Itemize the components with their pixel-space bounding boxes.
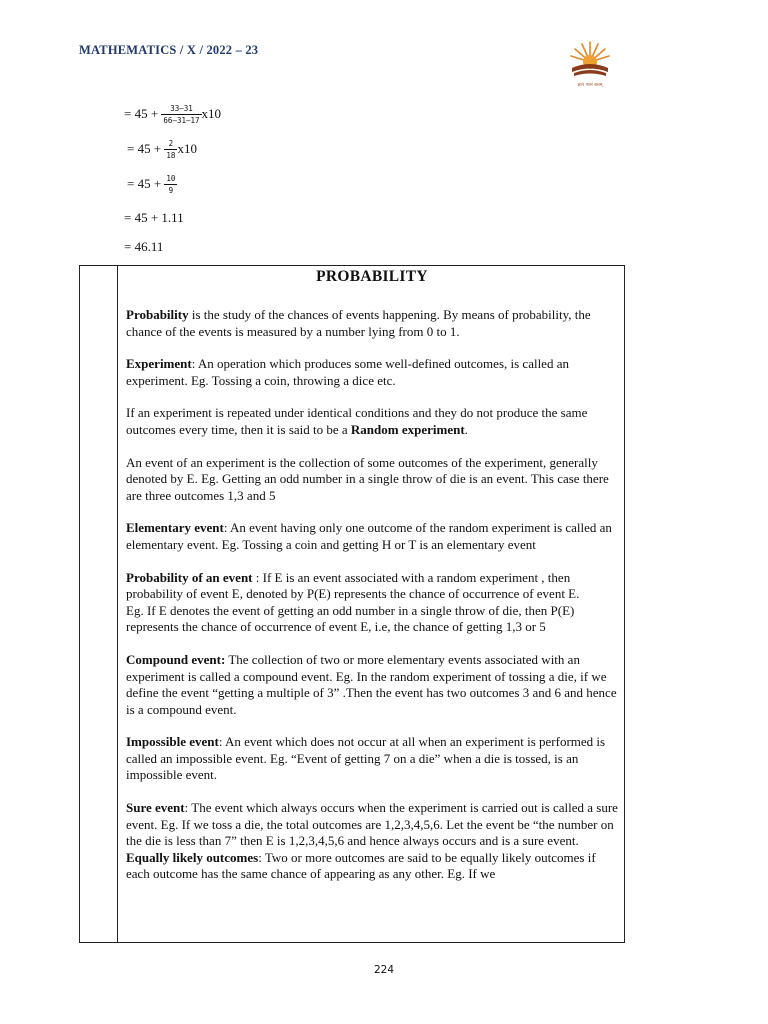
calc-line-3: = 45 + $\frac{10}{9}$ bbox=[127, 174, 176, 196]
paragraph-equally-likely: Equally likely outcomes: Two or more outcomes are said to be equally likely outcomes if each outcome has the same chance of appearing as any other. Eg. If we bbox=[126, 849, 596, 882]
paragraph-experiment: Experiment: An operation which produces some well-defined outcomes, is called an experiment. Eg. Tossing a coin, throwing a dice etc. bbox=[126, 356, 569, 388]
section-title: PROBABILITY bbox=[316, 268, 428, 285]
page-number: 224 bbox=[373, 964, 395, 976]
fraction: $\frac{33-31}{66-31-17}$ bbox=[163, 104, 200, 126]
calc-line-1: = 45 + $\frac{33-31}{66-31-17}$ x10 bbox=[124, 104, 222, 126]
paragraph-probability-of-event: Probability of an event : If E is an event associated with a random experiment , then probability of event E, denoted by P(E) represents the chance of occurrence of event E. Eg. If E denotes the event of getting an odd number in a single throw of die, then P(E) represents the chance of occurrence of event E, i.e, the chance of getting 1,3 or 5 bbox=[126, 569, 580, 635]
paragraph-sure-event: Sure event: The event which always occurs when the experiment is carried out is called a sure event. Eg. If we toss a die, the total outcomes are 1,2,3,4,5,6. Let the event be “the number on the die is less than 7” then E is 1,2,3,4,5,6 and hence always occurs and is a sure event. bbox=[126, 800, 618, 849]
header-title: MATHEMATICS / X / 2022 – 23 bbox=[79, 43, 259, 57]
paragraph-impossible-event: Impossible event: An event which does not occur at all when an experiment is performed is called an impossible event. Eg. “Event of getting 7 on a die” when a die is tossed, is an impossible event. bbox=[126, 734, 606, 783]
calc-line-4: = 45 + 1.11 bbox=[124, 210, 184, 225]
paragraph-event: An event of an experiment is the collection of some outcomes of the experiment, generally denoted by E. Eg. Getting an odd number in a single throw of die is an event. This case there are three outcomes 1,3 and 5 bbox=[126, 454, 609, 503]
paragraph-elementary-event: Elementary event: An event having only one outcome of the random experiment is called an elementary event. Eg. Tossing a coin and getting H or T is an elementary event bbox=[126, 520, 612, 552]
table-content-cell bbox=[126, 266, 618, 883]
logo-caption: ज्ञानं परमं बलम् bbox=[577, 83, 603, 88]
fraction: $\frac{2}{18}$ bbox=[166, 139, 176, 161]
paragraph-probability: Probability is the study of the chances of events happening. By means of probability, the chance of the events is measured by a number lying from 0 to 1. bbox=[126, 307, 591, 339]
fraction: $\frac{10}{9}$ bbox=[166, 174, 176, 196]
probability-table bbox=[79, 265, 625, 943]
paragraph-random-experiment: If an experiment is repeated under identical conditions and they do not produce the same outcomes every time, then it is said to be a Random experiment. bbox=[126, 405, 588, 437]
calc-line-5: = 46.11 bbox=[124, 239, 164, 254]
paragraph-compound-event: Compound event: The collection of two or more elementary events associated with an experiment is called a compound event. Eg. In the random experiment of tossing a die, if we define the event “getting a multiple of 3” .Then the event has two outcomes 3 and 6 and hence is a compound event. bbox=[126, 651, 617, 717]
calc-line-2: = 45 + $\frac{2}{18}$ x10 bbox=[127, 139, 197, 161]
table-left-column bbox=[80, 266, 118, 942]
